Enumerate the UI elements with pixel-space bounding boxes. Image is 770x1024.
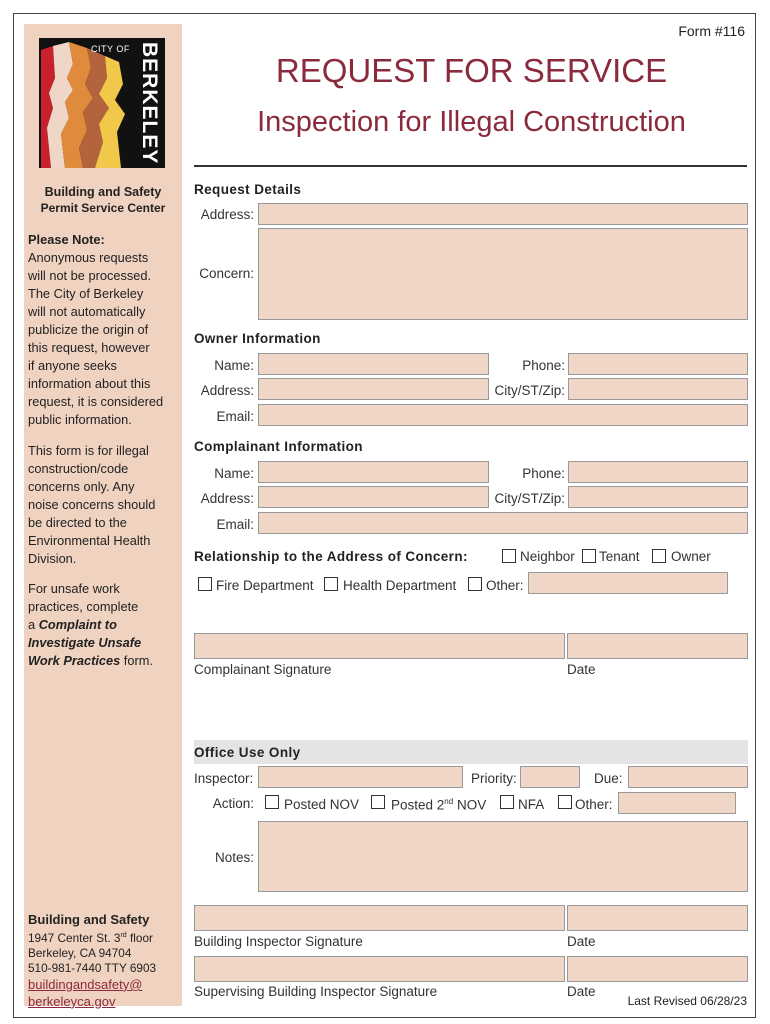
email-link-line[interactable]: buildingandsafety@ bbox=[28, 976, 143, 992]
form-number: Form #116 bbox=[678, 23, 745, 39]
posted-nov-checkbox[interactable] bbox=[265, 795, 279, 809]
note-line: noise concerns should bbox=[28, 497, 156, 512]
relationship-heading: Relationship to the Address of Concern: bbox=[194, 549, 468, 564]
note-line: will not be processed. bbox=[28, 268, 152, 283]
owner-info-heading: Owner Information bbox=[194, 331, 321, 346]
concern-label: Concern: bbox=[199, 266, 254, 281]
contact-city: Berkeley, CA 94704 bbox=[28, 945, 132, 960]
other-action-checkbox[interactable] bbox=[558, 795, 572, 809]
note-line: public information. bbox=[28, 412, 132, 427]
posted-2nd-sup: nd bbox=[444, 797, 454, 806]
note-line: publicize the origin of bbox=[28, 322, 149, 337]
other-relationship-checkbox[interactable] bbox=[468, 577, 482, 591]
other-action-label: Other: bbox=[575, 797, 613, 812]
note-line: request, it is considered bbox=[28, 394, 164, 409]
neighbor-checkbox[interactable] bbox=[502, 549, 516, 563]
complainant-address-field[interactable] bbox=[258, 486, 489, 508]
note-line: For unsafe work bbox=[28, 581, 120, 596]
contact-address bbox=[28, 928, 180, 946]
nfa-checkbox[interactable] bbox=[500, 795, 514, 809]
tenant-checkbox[interactable] bbox=[582, 549, 596, 563]
owner-phone-label: Phone: bbox=[522, 358, 565, 373]
unsafe-practices-form-link[interactable]: Investigate Unsafe bbox=[28, 635, 142, 650]
complainant-phone-label: Phone: bbox=[522, 466, 565, 481]
logo-city-of-text: CITY OF bbox=[91, 44, 130, 54]
owner-address-label: Address: bbox=[200, 383, 254, 398]
complainant-city-field[interactable] bbox=[568, 486, 748, 508]
complainant-info-heading: Complainant Information bbox=[194, 439, 363, 454]
posted-2nd-text: Posted 2 bbox=[391, 797, 445, 813]
posted-2nd-nov-label bbox=[391, 797, 486, 813]
complainant-signature-label: Complainant Signature bbox=[194, 662, 332, 677]
unsafe-work-note bbox=[28, 580, 180, 670]
complainant-date-label: Date bbox=[567, 662, 596, 677]
due-label: Due: bbox=[594, 771, 623, 786]
notes-field[interactable] bbox=[258, 821, 748, 892]
supervisor-signature-field[interactable] bbox=[194, 956, 565, 982]
owner-phone-field[interactable] bbox=[568, 353, 748, 375]
inspector-signature-field[interactable] bbox=[194, 905, 565, 931]
contact-heading: Building and Safety bbox=[28, 912, 150, 927]
complainant-phone-field[interactable] bbox=[568, 461, 748, 483]
due-field[interactable] bbox=[628, 766, 748, 788]
address-sup: rd bbox=[120, 932, 127, 939]
complainant-address-label: Address: bbox=[200, 491, 254, 506]
complainant-name-label: Name: bbox=[214, 466, 254, 481]
note-line bbox=[28, 616, 180, 634]
note-text: a bbox=[28, 617, 39, 632]
posted-nov-label: Posted NOV bbox=[284, 797, 360, 812]
last-revised: Last Revised 06/28/23 bbox=[627, 994, 747, 1008]
owner-name-field[interactable] bbox=[258, 353, 489, 375]
sidebar bbox=[24, 24, 182, 1009]
note-line: construction/code bbox=[28, 461, 129, 476]
note-line: if anyone seeks bbox=[28, 358, 117, 373]
address-tail: floor bbox=[126, 930, 153, 945]
owner-address-field[interactable] bbox=[258, 378, 489, 400]
other-relationship-field[interactable] bbox=[528, 572, 728, 594]
note-text: form. bbox=[120, 653, 153, 668]
note-line: concerns only. Any bbox=[28, 479, 135, 494]
inspector-date-field[interactable] bbox=[567, 905, 748, 931]
supervisor-date-field[interactable] bbox=[567, 956, 748, 982]
supervisor-signature-label: Supervising Building Inspector Signature bbox=[194, 984, 438, 999]
supervisor-date-label: Date bbox=[567, 984, 596, 999]
inspector-field[interactable] bbox=[258, 766, 463, 788]
note-line: this request, however bbox=[28, 340, 150, 355]
concern-field[interactable] bbox=[258, 228, 748, 320]
health-department-checkbox[interactable] bbox=[324, 577, 338, 591]
unsafe-practices-form-link[interactable]: Complaint to bbox=[38, 617, 117, 632]
unsafe-practices-form-link[interactable]: Work Practices bbox=[28, 653, 121, 668]
email-link-line[interactable]: berkeleyca.gov bbox=[28, 993, 116, 1009]
note-line: Division. bbox=[28, 551, 77, 566]
city-of-berkeley-logo bbox=[39, 38, 165, 168]
request-details-heading: Request Details bbox=[194, 182, 302, 197]
complainant-signature-field[interactable] bbox=[194, 633, 565, 659]
owner-city-label: City/ST/Zip: bbox=[494, 383, 565, 398]
note-line: The City of Berkeley bbox=[28, 286, 144, 301]
note-line: be directed to the bbox=[28, 515, 127, 530]
fire-department-checkbox[interactable] bbox=[198, 577, 212, 591]
owner-name-label: Name: bbox=[214, 358, 254, 373]
complainant-email-field[interactable] bbox=[258, 512, 748, 534]
inspector-signature-label: Building Inspector Signature bbox=[194, 934, 363, 949]
owner-checkbox[interactable] bbox=[652, 549, 666, 563]
request-address-field[interactable] bbox=[258, 203, 748, 225]
page-title: REQUEST FOR SERVICE bbox=[275, 52, 668, 89]
note-line: This form is for illegal bbox=[28, 443, 149, 458]
page-subtitle: Inspection for Illegal Construction bbox=[257, 106, 686, 138]
illegal-construction-note bbox=[28, 442, 180, 568]
health-department-label: Health Department bbox=[343, 578, 457, 593]
header-divider bbox=[194, 165, 747, 167]
inspector-date-label: Date bbox=[567, 934, 596, 949]
contact-phone: 510-981-7440 TTY 6903 bbox=[28, 960, 157, 975]
nfa-label: NFA bbox=[518, 797, 545, 812]
owner-label: Owner bbox=[671, 549, 711, 564]
contact-details bbox=[28, 928, 180, 1010]
tenant-label: Tenant bbox=[599, 549, 640, 564]
form-page bbox=[13, 13, 756, 1018]
note-line: Anonymous requests bbox=[28, 250, 149, 265]
request-address-label: Address: bbox=[200, 207, 254, 222]
owner-city-field[interactable] bbox=[568, 378, 748, 400]
anonymous-note bbox=[28, 249, 180, 429]
complainant-city-label: City/ST/Zip: bbox=[494, 491, 565, 506]
notes-label: Notes: bbox=[214, 850, 254, 865]
complainant-name-field[interactable] bbox=[258, 461, 489, 483]
note-line: Environmental Health bbox=[28, 533, 151, 548]
action-label: Action: bbox=[212, 796, 254, 811]
complainant-date-field[interactable] bbox=[567, 633, 748, 659]
note-line: will not automatically bbox=[28, 304, 146, 319]
inspector-label: Inspector: bbox=[194, 771, 254, 786]
owner-email-field[interactable] bbox=[258, 404, 748, 426]
sidebar-dept-name: Building and Safety bbox=[44, 185, 162, 199]
owner-email-label: Email: bbox=[216, 409, 254, 424]
sidebar-dept-subname: Permit Service Center bbox=[40, 201, 166, 215]
posted-2nd-nov-checkbox[interactable] bbox=[371, 795, 385, 809]
note-line: practices, complete bbox=[28, 599, 139, 614]
note-line bbox=[28, 652, 180, 670]
other-relationship-label: Other: bbox=[486, 578, 524, 593]
posted-2nd-tail: NOV bbox=[453, 797, 487, 813]
neighbor-label: Neighbor bbox=[520, 549, 575, 564]
complainant-email-label: Email: bbox=[216, 517, 254, 532]
address-text: 1947 Center St. 3 bbox=[28, 930, 121, 945]
note-line bbox=[28, 634, 180, 652]
priority-field[interactable] bbox=[520, 766, 580, 788]
priority-label: Priority: bbox=[471, 771, 517, 786]
please-note-heading: Please Note: bbox=[28, 232, 105, 247]
note-line: information about this bbox=[28, 376, 151, 391]
other-action-field[interactable] bbox=[618, 792, 736, 814]
fire-department-label: Fire Department bbox=[216, 578, 314, 593]
logo-berkeley-text: BERKELEY bbox=[138, 42, 161, 165]
office-use-heading: Office Use Only bbox=[194, 745, 301, 760]
contact-email-link[interactable] bbox=[28, 976, 180, 1010]
